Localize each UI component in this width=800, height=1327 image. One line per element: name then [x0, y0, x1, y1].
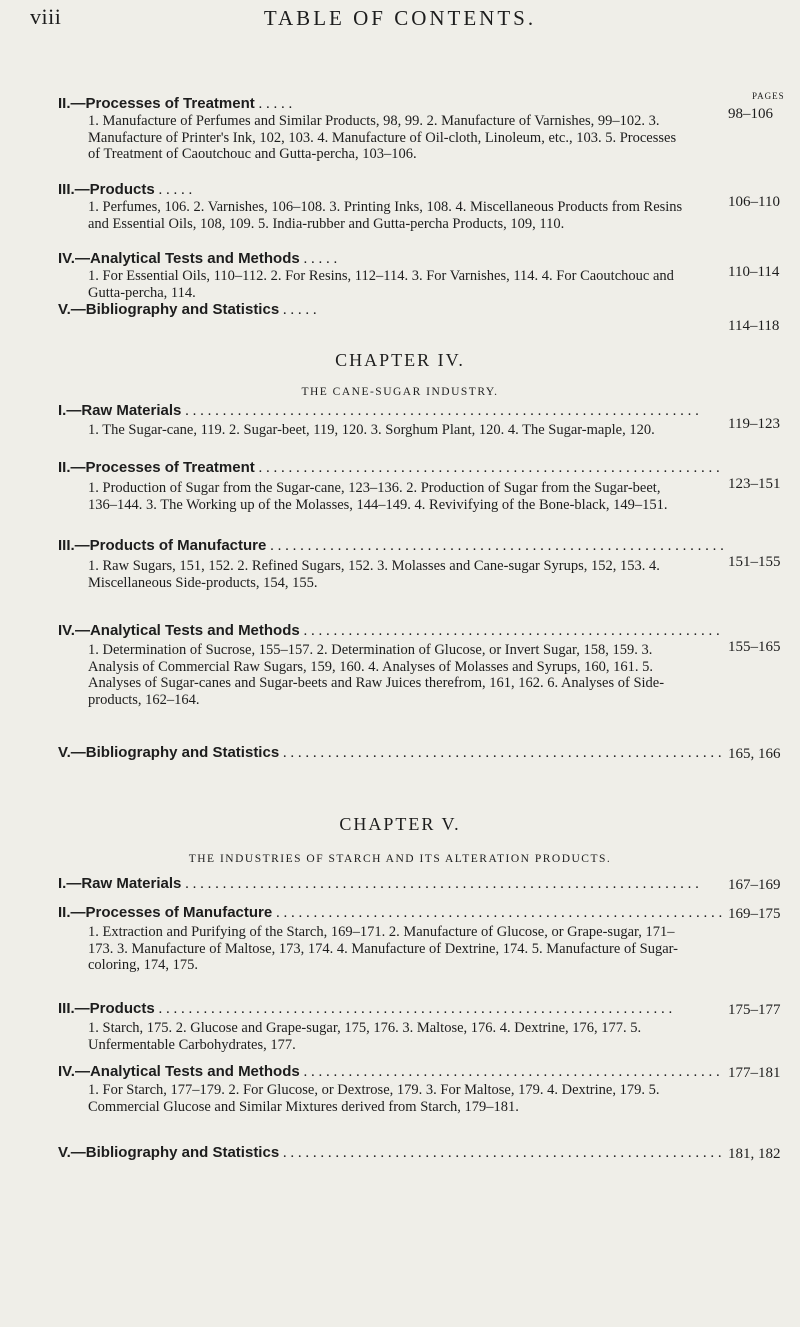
toc-page-range: 167–169: [728, 877, 781, 893]
toc-page-range: 123–151: [728, 476, 781, 492]
running-title: TABLE OF CONTENTS.: [263, 6, 537, 30]
toc-page-range: 151–155: [728, 554, 781, 570]
toc-page-range: 169–175: [728, 906, 781, 922]
toc-page-range: 181, 182: [728, 1146, 781, 1162]
toc-section-title: V.—Bibliography and Statistics . . .: [58, 744, 723, 762]
toc-page-range: 119–123: [728, 416, 780, 432]
toc-section-title: III.—Products . . .: [58, 1000, 723, 1018]
toc-section-title: I.—Raw Materials . . .: [58, 402, 723, 420]
chapter-subtitle: THE CANE-SUGAR INDUSTRY.: [301, 386, 499, 398]
toc-section-title: II.—Processes of Treatment . . .: [58, 95, 348, 113]
toc-section-title: IV.—Analytical Tests and Methods . . .: [58, 1063, 723, 1081]
toc-page-range: 98–106: [728, 106, 773, 122]
toc-section-detail: 1. Production of Sugar from the Sugar-cane, 123–136. 2. Production of Sugar from the Sugar-beet, 136–144. 3. The Working up of the Molasses, 144–149. 4. Revivifying of the Bone-black, 149–151.: [88, 480, 668, 513]
toc-section-title: II.—Processes of Treatment . . .: [58, 459, 723, 477]
toc-section-detail: 1. Extraction and Purifying of the Starch, 169–171. 2. Manufacture of Glucose, or Grape-sugar, 171–173. 3. Manufacture of Maltose, 173, 174. 4. Manufacture of Dextrine, 174. 5. Manufacture of Sugar-coloring, 174, 175.: [88, 924, 679, 973]
toc-section-detail: 1. Perfumes, 106. 2. Varnishes, 106–108. 3. Printing Inks, 108. 4. Miscellaneous Products from Resins and Essential Oils, 108, 109. 5. India-rubber and Gutta-percha Products, 109, 110.: [88, 199, 683, 232]
toc-section-title: I.—Raw Materials . . .: [58, 875, 723, 893]
chapter-heading: CHAPTER V.: [339, 814, 461, 834]
toc-section-title: IV.—Analytical Tests and Methods . . .: [58, 622, 723, 640]
toc-section-title: III.—Products . . .: [58, 181, 348, 199]
page-number: viii: [30, 4, 62, 29]
toc-page-range: 114–118: [728, 318, 780, 334]
toc-page-range: 155–165: [728, 639, 781, 655]
chapter-heading: CHAPTER IV.: [335, 350, 465, 370]
toc-page-range: 110–114: [728, 264, 780, 280]
toc-section-title: IV.—Analytical Tests and Methods . . .: [58, 250, 348, 268]
toc-section-detail: 1. Manufacture of Perfumes and Similar Products, 98, 99. 2. Manufacture of Varnishes, 99–102. 3. Manufacture of Printer's Ink, 102, 103. 4. Manufacture of Oil-cloth, Linoleum, etc., 103. 5. Processes of Treatment of Caoutchouc and Gutta-percha, 103–106.: [88, 113, 677, 162]
toc-page-range: 177–181: [728, 1065, 781, 1081]
toc-page-range: 165, 166: [728, 746, 781, 762]
chapter-subtitle: THE INDUSTRIES OF STARCH AND ITS ALTERATION PRODUCTS.: [188, 853, 612, 865]
toc-page-range: 175–177: [728, 1002, 781, 1018]
toc-section-title: V.—Bibliography and Statistics . . .: [58, 301, 348, 319]
toc-section-detail: 1. For Starch, 177–179. 2. For Glucose, or Dextrose, 179. 3. For Maltose, 179. 4. Dextrine, 179. 5. Commercial Glucose and Similar Mixtures derived from Starch, 179–181.: [88, 1082, 660, 1115]
toc-section-detail: 1. For Essential Oils, 110–112. 2. For Resins, 112–114. 3. For Varnishes, 114. 4. For Caoutchouc and Gutta-percha, 114.: [88, 268, 674, 301]
toc-page-range: 106–110: [728, 194, 780, 210]
toc-section-detail: 1. Raw Sugars, 151, 152. 2. Refined Sugars, 152. 3. Molasses and Cane-sugar Syrups, 152, 153. 4. Miscellaneous Side-products, 154, 155.: [88, 558, 660, 591]
toc-section-detail: 1. Determination of Sucrose, 155–157. 2. Determination of Glucose, or Invert Sugar, 158, 159. 3. Analysis of Commercial Raw Sugars, 159, 160. 4. Analyses of Molasses and Syrups, 160, 161. 5. Analyses of Sugar-canes and Sugar-beets and Raw Juices therefrom, 161, 162. 6. Analyses of Side-products, 162–164.: [88, 642, 665, 708]
toc-section-detail: 1. Starch, 175. 2. Glucose and Grape-sugar, 175, 176. 3. Maltose, 176. 4. Dextrine, 176, 177. 5. Unfermentable Carbohydrates, 177.: [88, 1020, 642, 1053]
toc-section-title: III.—Products of Manufacture . . .: [58, 537, 723, 555]
toc-section-detail: 1. The Sugar-cane, 119. 2. Sugar-beet, 119, 120. 3. Sorghum Plant, 120. 4. The Sugar-maple, 120.: [88, 422, 655, 438]
toc-section-title: V.—Bibliography and Statistics . . .: [58, 1144, 723, 1162]
pages-column-header: PAGES: [752, 91, 785, 101]
toc-section-title: II.—Processes of Manufacture . . .: [58, 904, 723, 922]
